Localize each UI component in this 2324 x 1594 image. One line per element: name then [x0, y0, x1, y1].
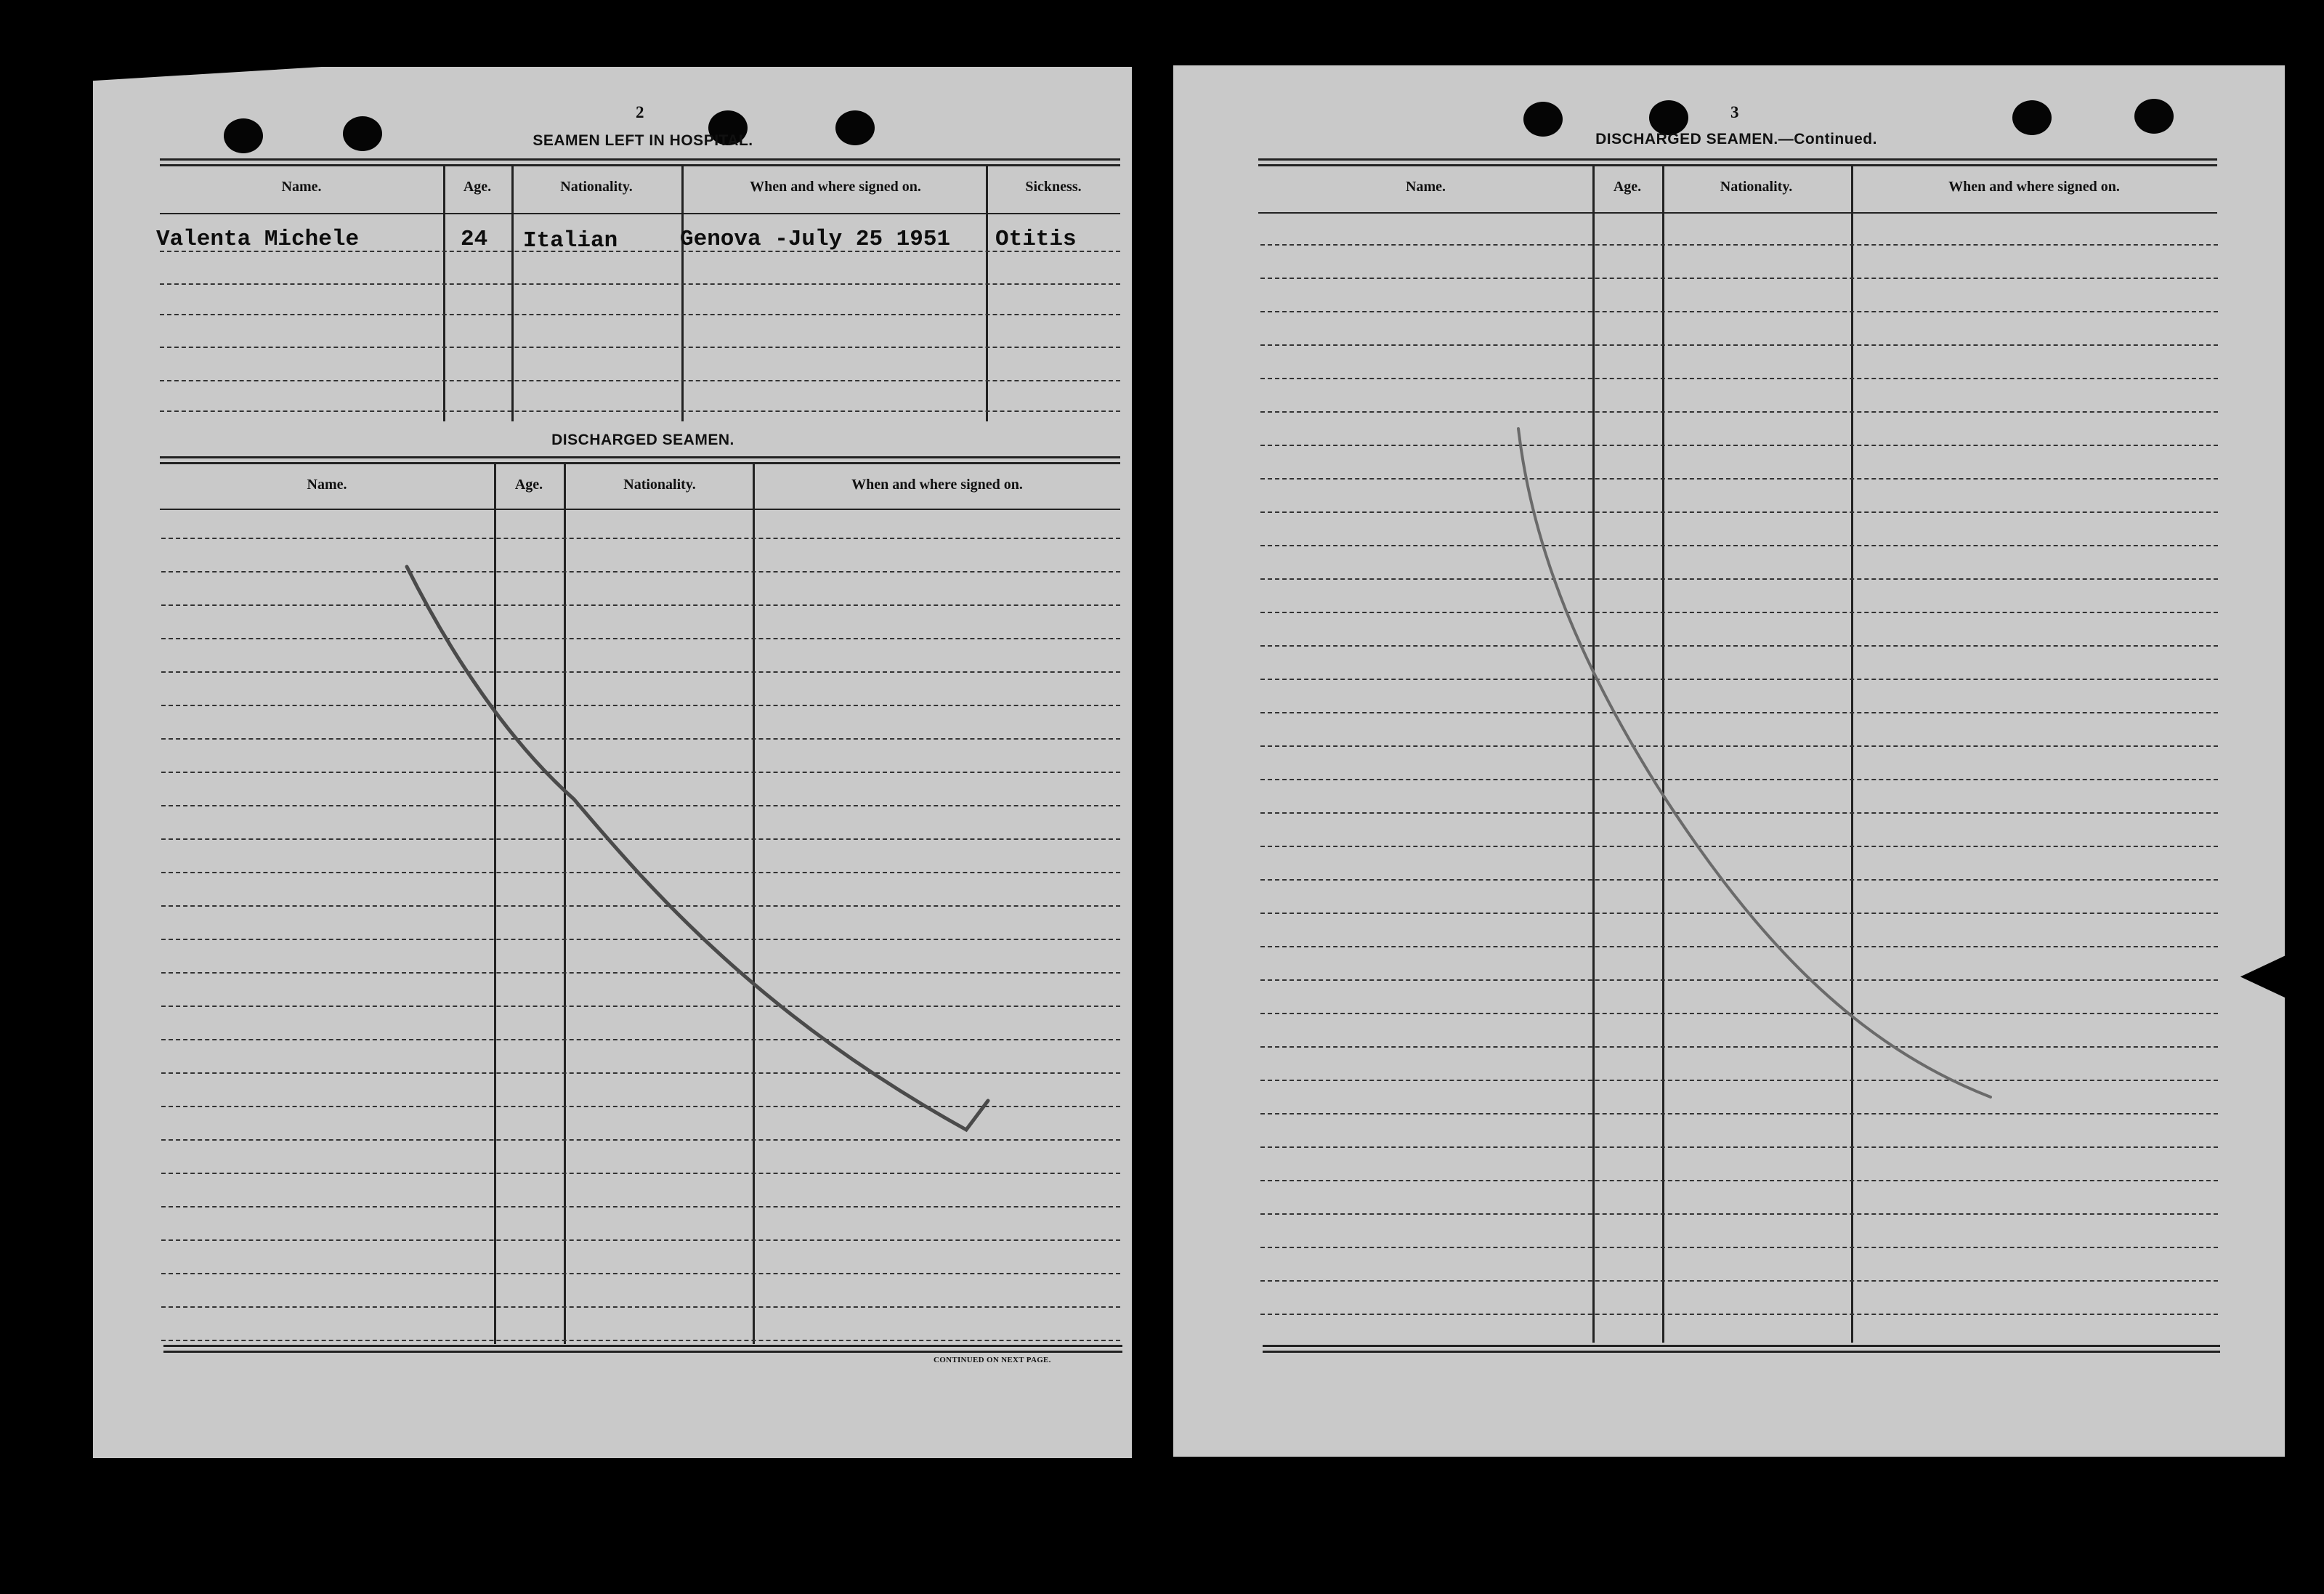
ruled-line — [1260, 645, 2218, 647]
right-col-header-nationality: Nationality. — [1720, 179, 1793, 195]
ruled-line — [1260, 1213, 2218, 1215]
ruled-line — [161, 638, 1120, 639]
ruled-line — [1260, 311, 2218, 312]
column-divider — [564, 464, 566, 1344]
punch-hole — [224, 118, 263, 153]
right-col-header-signed-on: When and where signed on. — [1948, 179, 2120, 195]
ruled-line — [1260, 1280, 2218, 1282]
discharged-continued-title: DISCHARGED SEAMEN.—Continued. — [1595, 131, 1877, 147]
hospital-row-name: Valenta Michele — [156, 227, 360, 252]
ruled-line — [161, 1139, 1120, 1141]
right-col-header-name: Name. — [1406, 179, 1446, 195]
ruled-line — [1260, 344, 2218, 346]
punch-hole — [835, 110, 875, 145]
ruled-line — [1260, 1247, 2218, 1248]
ruled-line — [1260, 578, 2218, 580]
punch-hole — [343, 116, 382, 151]
page-number-left: 2 — [636, 103, 644, 121]
ruled-line — [1260, 1013, 2218, 1014]
rule — [160, 213, 1120, 214]
punch-hole — [1649, 100, 1688, 135]
ruled-line — [160, 347, 1120, 348]
ruled-line — [1260, 411, 2218, 413]
punch-hole — [2134, 99, 2174, 134]
punch-hole — [2012, 100, 2052, 135]
column-divider — [443, 166, 445, 421]
ruled-line — [161, 1072, 1120, 1074]
ruled-line — [160, 314, 1120, 315]
ruled-line — [161, 1206, 1120, 1207]
ruled-line — [161, 1173, 1120, 1174]
col-header-nationality: Nationality. — [560, 179, 633, 195]
ruled-line — [1260, 1080, 2218, 1081]
ruled-line — [1260, 445, 2218, 446]
ruled-line — [1260, 879, 2218, 881]
discharged-col-header-signed-on: When and where signed on. — [851, 477, 1023, 493]
column-divider — [1662, 166, 1664, 1343]
ruled-line — [1260, 712, 2218, 713]
ruled-line — [161, 604, 1120, 606]
ruled-line — [1260, 1146, 2218, 1148]
ruled-line — [161, 1306, 1120, 1308]
ruled-line — [161, 1006, 1120, 1007]
ruled-line — [1260, 812, 2218, 814]
continued-note: CONTINUED ON NEXT PAGE. — [934, 1356, 1051, 1364]
ruled-line — [161, 571, 1120, 573]
ruled-line — [160, 283, 1120, 285]
rule — [160, 456, 1120, 458]
ruled-line — [161, 1106, 1120, 1107]
ruled-line — [1260, 913, 2218, 914]
column-divider — [1851, 166, 1853, 1343]
rule — [1258, 212, 2217, 214]
hospital-row-age: 24 — [461, 227, 488, 252]
ruled-line — [161, 905, 1120, 907]
hospital-row-signed-on: Genova -July 25 1951 — [680, 227, 951, 252]
ruled-line — [161, 772, 1120, 773]
ruled-line — [161, 972, 1120, 974]
ruled-line — [1260, 1113, 2218, 1114]
column-divider — [681, 166, 684, 421]
rule — [160, 164, 1120, 166]
col-header-name: Name. — [281, 179, 322, 195]
ruled-line — [1260, 745, 2218, 747]
rule — [160, 158, 1120, 161]
ruled-line — [1260, 979, 2218, 981]
left-page — [93, 67, 1132, 1458]
hospital-row-nationality: Italian — [523, 228, 618, 254]
page-number-right: 3 — [1730, 103, 1739, 121]
ruled-line — [161, 538, 1120, 539]
ruled-line — [161, 838, 1120, 840]
rule — [163, 1351, 1122, 1353]
ruled-line — [161, 1239, 1120, 1241]
ruled-line — [161, 805, 1120, 806]
rule — [160, 462, 1120, 464]
ruled-line — [1260, 612, 2218, 613]
rule — [1263, 1345, 2220, 1347]
ruled-line — [1260, 278, 2218, 279]
rule — [160, 509, 1120, 510]
ruled-line — [1260, 478, 2218, 480]
column-divider — [511, 166, 514, 421]
discharged-col-header-nationality: Nationality. — [623, 477, 696, 493]
ruled-line — [161, 939, 1120, 940]
column-divider — [494, 464, 496, 1344]
ruled-line — [161, 738, 1120, 740]
ruled-line — [1260, 1180, 2218, 1181]
discharged-col-header-name: Name. — [307, 477, 347, 493]
discharged-section-title: DISCHARGED SEAMEN. — [551, 432, 734, 448]
ruled-line — [1260, 244, 2218, 246]
ruled-line — [161, 1039, 1120, 1040]
discharged-col-header-age: Age. — [514, 477, 543, 493]
column-divider — [1592, 166, 1595, 1343]
ruled-line — [1260, 679, 2218, 680]
ruled-line — [161, 671, 1120, 673]
column-divider — [986, 166, 988, 421]
ruled-line — [1260, 846, 2218, 847]
ruled-line — [161, 1273, 1120, 1274]
ruled-line — [1260, 378, 2218, 379]
ruled-line — [1260, 1314, 2218, 1315]
rule — [1258, 164, 2217, 166]
ruled-line — [161, 1340, 1120, 1341]
hospital-row-sickness: Otitis — [995, 227, 1077, 252]
col-header-age: Age. — [463, 179, 492, 195]
column-divider — [753, 464, 755, 1344]
ruled-line — [161, 872, 1120, 873]
rule — [1258, 158, 2217, 161]
hospital-section-title: SEAMEN LEFT IN HOSPITAL. — [533, 132, 753, 149]
col-header-signed-on: When and where signed on. — [750, 179, 921, 195]
col-header-sickness: Sickness. — [1025, 179, 1082, 195]
rule — [1263, 1351, 2220, 1353]
ruled-line — [1260, 1046, 2218, 1048]
ruled-line — [1260, 779, 2218, 780]
ruled-line — [160, 410, 1120, 412]
ruled-line — [161, 705, 1120, 706]
ruled-line — [1260, 511, 2218, 513]
ruled-line — [1260, 946, 2218, 947]
right-col-header-age: Age. — [1613, 179, 1642, 195]
ruled-line — [1260, 545, 2218, 546]
ruled-line — [160, 380, 1120, 381]
rule — [163, 1345, 1122, 1347]
